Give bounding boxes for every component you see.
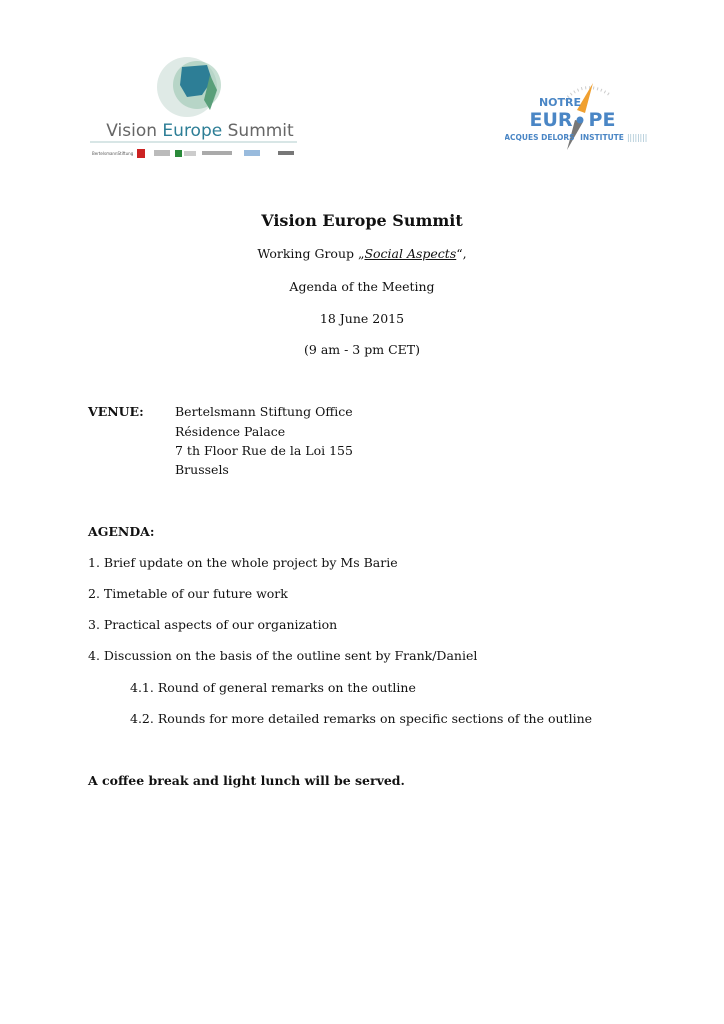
agenda-item: 1. Brief update on the whole project by Ms Barie [88, 555, 398, 570]
venue-line: Bertelsmann Stiftung Office [175, 404, 353, 419]
svg-text:BertelsmannStiftung: BertelsmannStiftung [92, 151, 134, 156]
agenda-heading: Agenda of the Meeting [289, 279, 435, 294]
subtitle-suffix: “, [456, 246, 467, 261]
svg-text:||||||||: |||||||| [627, 133, 648, 142]
agenda-subitem: 4.2. Rounds for more detailed remarks on specific sections of the outline [130, 711, 593, 726]
agenda-item: 4. Discussion on the basis of the outline sent by Frank/Daniel [88, 648, 478, 663]
svg-text:INSTITUTE: INSTITUTE [580, 133, 624, 142]
agenda-item: 2. Timetable of our future work [88, 586, 288, 601]
compass-icon [505, 80, 655, 155]
agenda-label: AGENDA: [88, 524, 155, 539]
agenda-item: 3. Practical aspects of our organization [88, 617, 338, 632]
svg-text:NOTRE: NOTRE [538, 96, 582, 109]
subtitle-prefix: Working Group „ [257, 246, 365, 261]
meeting-date: 18 June 2015 [319, 311, 405, 326]
subtitle-topic: Social Aspects [364, 246, 457, 261]
svg-text:Vision Europe Summit: Vision Europe Summit [106, 121, 294, 141]
venue-line: Résidence Palace [175, 424, 286, 439]
venue-line: 7 th Floor Rue de la Loi 155 [175, 443, 353, 458]
meeting-time: (9 am - 3 pm CET) [304, 342, 420, 357]
venue-line: Brussels [175, 462, 229, 477]
svg-text:JACQUES DELORS: JACQUES DELORS [505, 133, 575, 142]
venue-label: VENUE: [88, 404, 144, 419]
agenda-subitem: 4.1. Round of general remarks on the outline [130, 680, 416, 695]
svg-text:PE: PE [588, 109, 616, 131]
document-title: Vision Europe Summit [261, 211, 463, 230]
notre-europe-logo [505, 80, 655, 155]
vision-europe-summit-logo [82, 55, 318, 163]
working-group-line [0, 246, 724, 261]
catering-note: A coffee break and light lunch will be served. [88, 773, 405, 788]
svg-text:EUR: EUR [529, 109, 573, 131]
globe-icon [82, 55, 318, 163]
